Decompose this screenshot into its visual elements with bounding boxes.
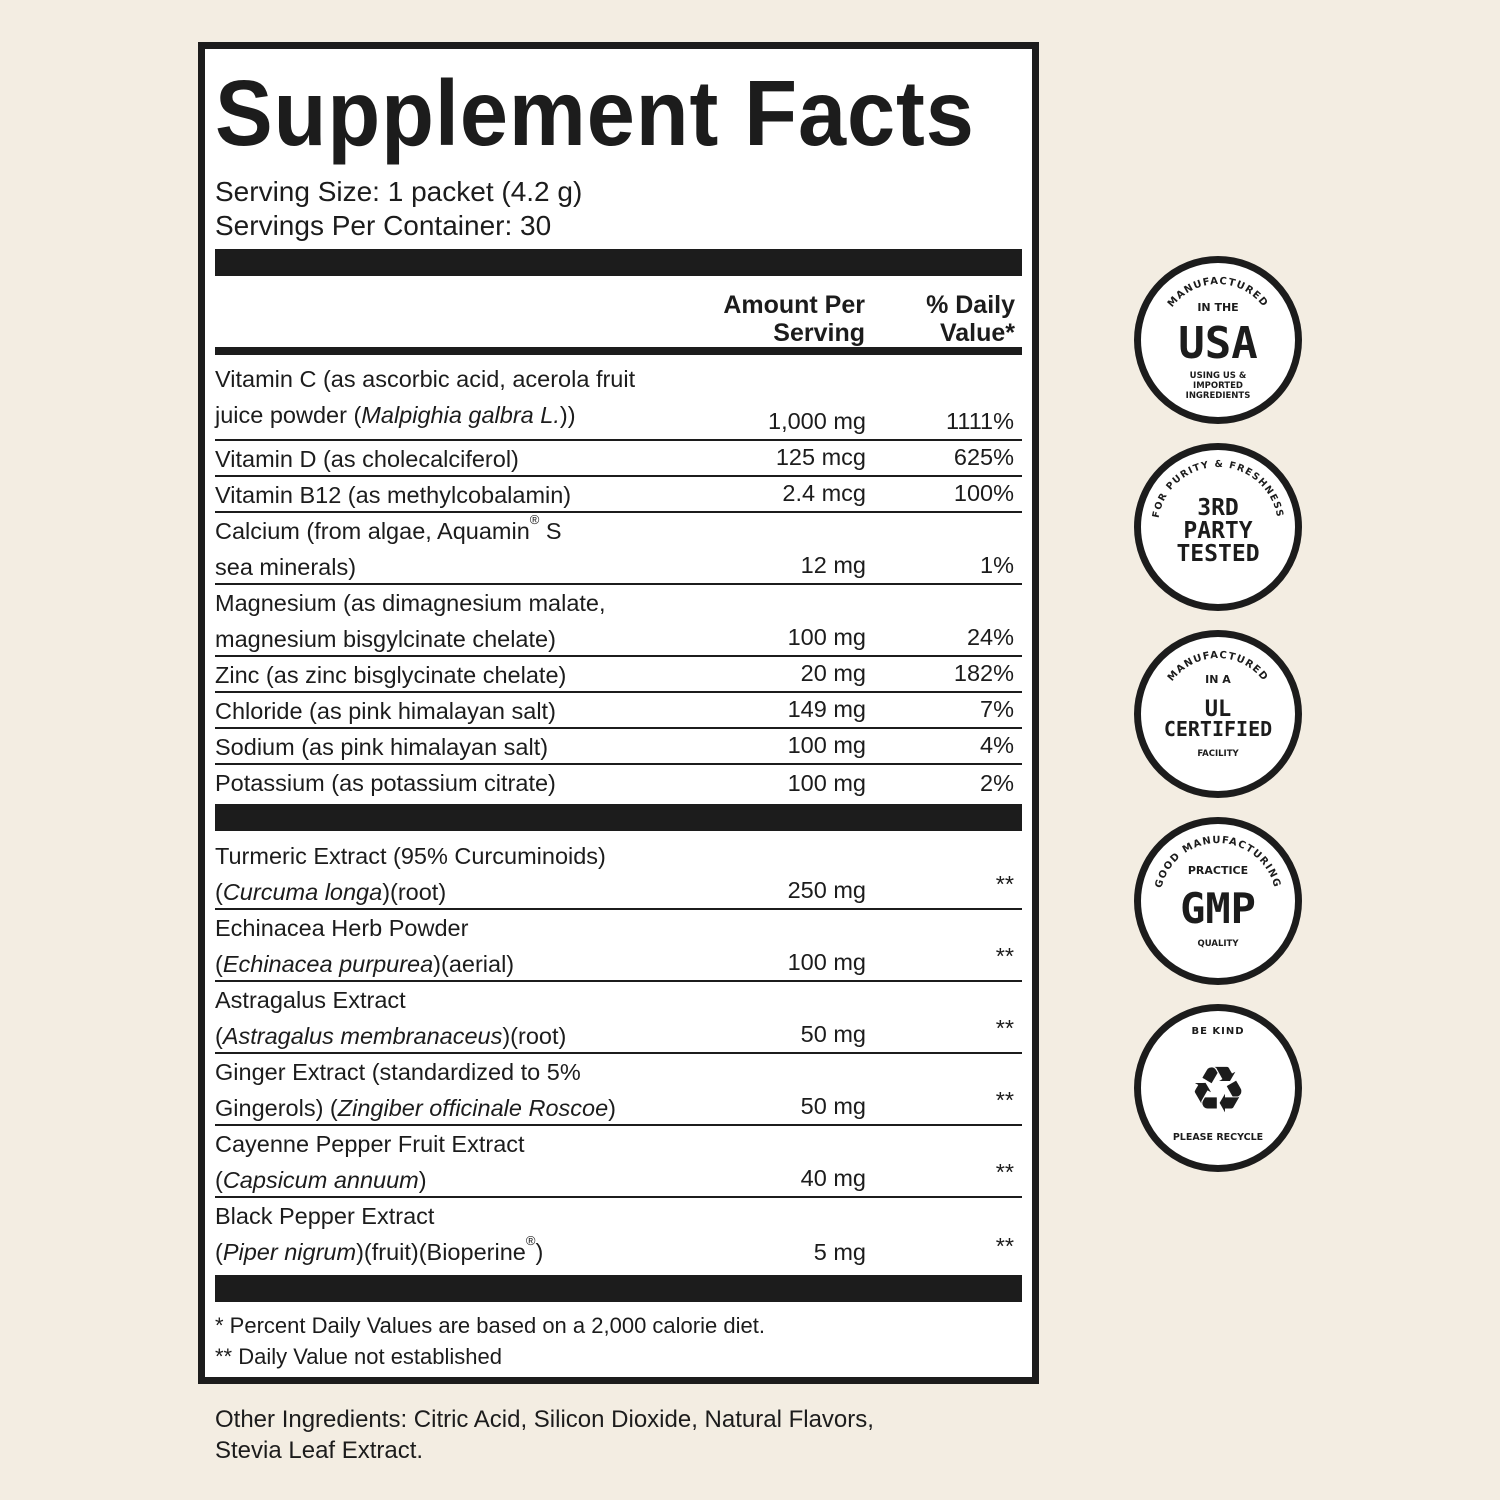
nutrient-name: Vitamin B12 (as methylcobalamin) (215, 482, 572, 508)
third-party-line-1: 3RD (1197, 495, 1239, 521)
botanical-daily-value: ** (995, 871, 1014, 897)
nutrient-amount: 20 mg (800, 660, 866, 686)
third-party-line-3: TESTED (1176, 541, 1260, 567)
usa-sub-text-2: IMPORTED (1193, 381, 1243, 391)
nutrient-name: Vitamin D (as cholecalciferol) (215, 446, 519, 472)
third-party-arc-text: FOR PURITY & FRESHNESS (1150, 458, 1286, 519)
nutrient-name: Zinc (as zinc bisglycinate chelate) (215, 662, 567, 688)
nutrient-name: Chloride (as pink himalayan salt) (215, 698, 556, 724)
nutrient-daily-value: 2% (980, 770, 1014, 796)
footnote-not-established: ** Daily Value not established (215, 1344, 502, 1369)
botanical-daily-value: ** (995, 1015, 1014, 1041)
recycle-icon: ♻ (1189, 1054, 1247, 1128)
botanical-name: Cayenne Pepper Fruit Extract (Capsicum annuum) (215, 1131, 525, 1193)
botanical-daily-value: ** (995, 1087, 1014, 1113)
nutrient-daily-value: 24% (966, 624, 1014, 650)
botanical-row (215, 982, 1022, 1054)
nutrient-daily-value: 1111% (946, 408, 1014, 434)
nutrient-row (215, 765, 1022, 801)
botanical-name: Black Pepper Extract (Piper nigrum)(fruit)(Bioperine®) (215, 1203, 544, 1265)
gmp-sub-text: QUALITY (1197, 939, 1239, 949)
recycle-badge (1134, 1004, 1302, 1172)
botanical-row (215, 910, 1022, 982)
botanical-row (215, 1054, 1022, 1126)
gmp-top-text: PRACTICE (1187, 864, 1249, 877)
botanical-name: Ginger Extract (standardized to 5% Gingerols) (Zingiber officinale Roscoe) (215, 1059, 616, 1121)
gmp-main-text: GMP (1180, 884, 1256, 933)
nutrient-amount: 12 mg (800, 552, 866, 578)
usa-main-text: USA (1178, 318, 1258, 369)
nutrient-daily-value: 7% (980, 696, 1014, 722)
nutrient-row (215, 693, 1022, 729)
botanical-row (215, 1126, 1022, 1198)
thick-divider-bottom (215, 1275, 1022, 1302)
ul-top-text: IN A (1205, 673, 1231, 686)
botanical-daily-value: ** (995, 1159, 1014, 1185)
recycle-bottom-text: PLEASE RECYCLE (1172, 1132, 1264, 1143)
ul-main-line-1: UL (1204, 697, 1232, 722)
third-party-line-2: PARTY (1183, 518, 1253, 544)
nutrient-name: Vitamin C (as ascorbic acid, acerola fruit juice powder (Malpighia galbra L.)) (215, 366, 636, 428)
third-party-tested-badge (1134, 443, 1302, 611)
ul-sub-text: FACILITY (1197, 749, 1239, 759)
ul-arc-text: MANUFACTURED (1165, 649, 1271, 684)
nutrient-amount: 100 mg (787, 770, 866, 796)
usa-sub-text-1: USING US & (1189, 371, 1247, 381)
botanical-daily-value: ** (995, 943, 1014, 969)
panel-title: Supplement Facts (215, 61, 975, 165)
nutrient-daily-value: 4% (980, 732, 1014, 758)
botanical-amount: 50 mg (800, 1093, 866, 1119)
nutrient-row (215, 441, 1022, 477)
nutrient-amount: 100 mg (787, 624, 866, 650)
thick-divider-middle (215, 804, 1022, 831)
nutrient-amount: 125 mcg (775, 444, 866, 470)
botanical-amount: 40 mg (800, 1165, 866, 1191)
header-amount-per-serving: Amount Per Serving (723, 291, 865, 347)
nutrient-amount: 100 mg (787, 732, 866, 758)
botanical-daily-value: ** (995, 1233, 1014, 1259)
header-divider (215, 347, 1022, 355)
nutrient-daily-value: 1% (980, 552, 1014, 578)
nutrient-amount: 149 mg (787, 696, 866, 722)
recycle-top-text: BE KIND (1191, 1026, 1245, 1037)
nutrient-amount: 2.4 mcg (782, 480, 866, 506)
nutrient-row (215, 477, 1022, 513)
botanical-name: Echinacea Herb Powder (Echinacea purpurea)(aerial) (215, 915, 515, 977)
svg-text:GOOD MANUFACTURING (1154, 835, 1283, 889)
gmp-arc-text: GOOD MANUFACTURING (1153, 834, 1283, 890)
nutrient-name: Sodium (as pink himalayan salt) (215, 734, 549, 760)
serving-size: Serving Size: 1 packet (4.2 g) (215, 176, 583, 207)
header-daily-value: % Daily Value* (926, 291, 1015, 347)
nutrient-name: Calcium (from algae, Aquamin® S sea minerals) (215, 512, 562, 580)
usa-top-text: IN THE (1197, 301, 1239, 314)
botanical-amount: 100 mg (787, 949, 866, 975)
servings-per-container: Servings Per Container: 30 (215, 210, 552, 241)
nutrient-row (215, 585, 1022, 657)
botanical-amount: 250 mg (787, 877, 866, 903)
nutrient-row (215, 657, 1022, 693)
usa-sub-text-3: INGREDIENTS (1185, 391, 1251, 401)
supplement-facts-panel (198, 42, 1039, 1384)
nutrient-row (215, 729, 1022, 765)
nutrient-daily-value: 100% (953, 480, 1014, 506)
footnote-daily-values: * Percent Daily Values are based on a 2,000 calorie diet. (215, 1313, 765, 1338)
nutrient-row (215, 361, 1022, 441)
usa-arc-text: MANUFACTURED (1165, 275, 1271, 310)
botanical-name: Turmeric Extract (95% Curcuminoids) (Curcuma longa)(root) (215, 843, 606, 905)
thick-divider-top (215, 249, 1022, 276)
ul-certified-badge (1134, 630, 1302, 798)
gmp-badge (1134, 817, 1302, 985)
ul-main-line-2: CERTIFIED (1163, 717, 1273, 741)
made-in-usa-badge (1134, 256, 1302, 424)
nutrient-name: Magnesium (as dimagnesium malate, magnesium bisgylcinate chelate) (215, 590, 606, 652)
nutrient-name: Potassium (as potassium citrate) (215, 770, 556, 796)
botanical-amount: 50 mg (800, 1021, 866, 1047)
nutrient-amount: 1,000 mg (768, 408, 866, 434)
nutrient-daily-value: 182% (953, 660, 1014, 686)
botanical-amount: 5 mg (813, 1239, 866, 1265)
botanical-name: Astragalus Extract (Astragalus membranaceus)(root) (215, 987, 567, 1049)
nutrient-row (215, 513, 1022, 585)
other-ingredients: Other Ingredients: Citric Acid, Silicon Dioxide, Natural Flavors, Stevia Leaf Extract. (215, 1406, 874, 1464)
botanical-row (215, 838, 1022, 910)
nutrient-daily-value: 625% (953, 444, 1014, 470)
botanical-row (215, 1198, 1022, 1270)
